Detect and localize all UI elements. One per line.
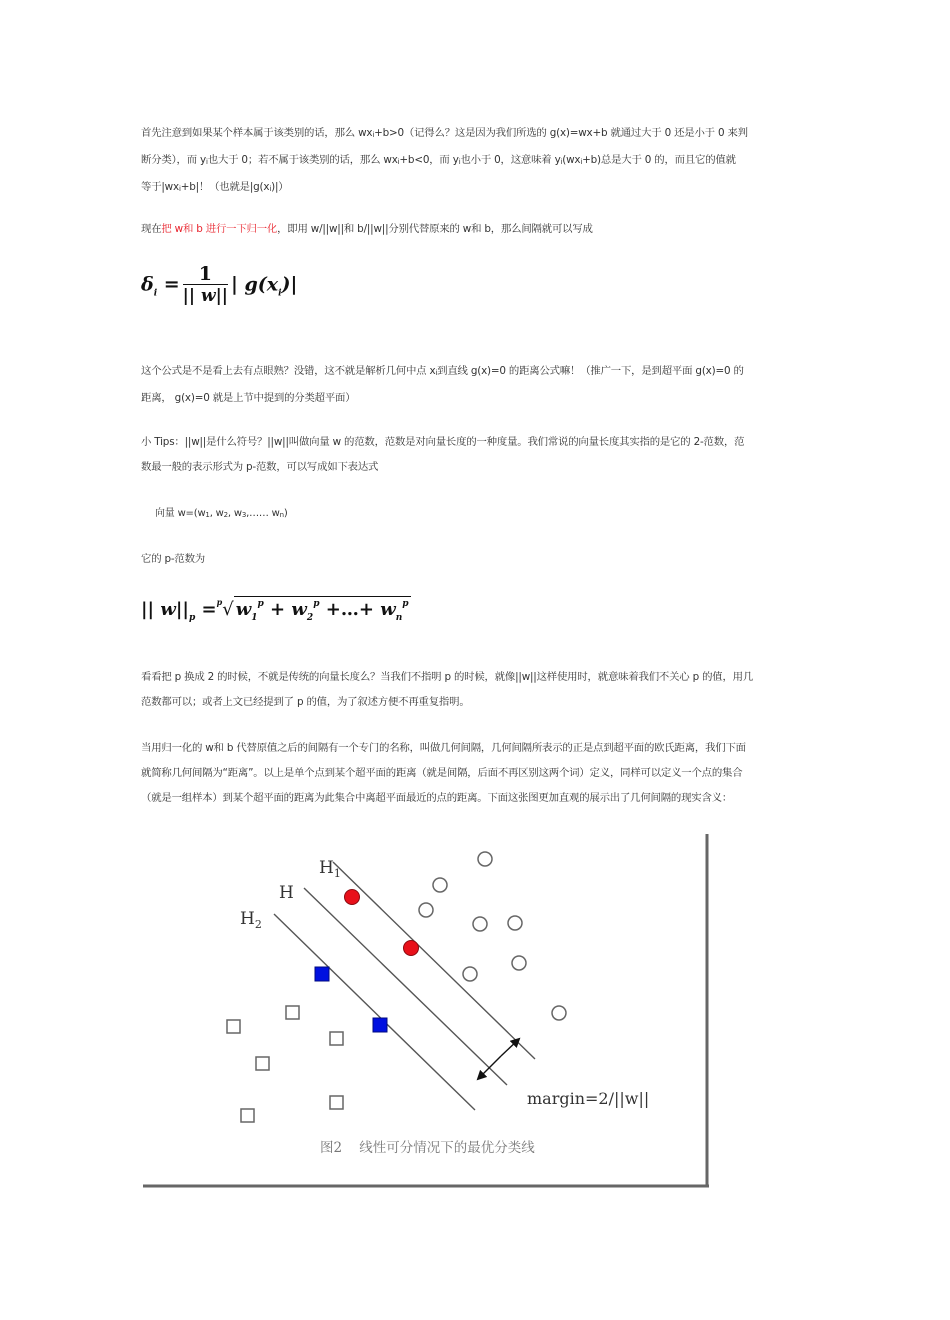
paragraph-line: 就简称几何间隔为“距离”。以上是单个点到某个超平面的距离（就是间隔，后面不再区别这两个词）定义，同样可以定义一个点的集合: [141, 767, 743, 779]
formula-subscript: i: [278, 288, 282, 299]
paragraph-line: 这个公式是不是看上去有点眼熟？没错，这不就是解析几何中点 $x_i$到直线 g(x)=0 的距离公式嘛！（推广一下，是到超平面 g(x)=0 的: [141, 365, 744, 377]
support-vector-negative: [315, 967, 329, 981]
formula-lhs: δ: [141, 273, 154, 296]
margin-arrow-up: [501, 1039, 519, 1056]
positive-point: [419, 903, 433, 917]
label-h2: $H_2$: [240, 909, 262, 931]
positive-point: [478, 852, 492, 866]
positive-point: [473, 917, 487, 931]
paragraph-normalize: [141, 217, 796, 242]
formula-rhs-end: )|: [281, 273, 298, 296]
positive-point: [463, 967, 477, 981]
term-subscript: 1: [251, 613, 258, 623]
formula-lhs: || w||: [141, 599, 189, 620]
svm-figure-svg: [143, 830, 713, 1192]
negative-point: [241, 1109, 254, 1122]
radicand: [234, 596, 411, 623]
paragraph-geometric-margin: [141, 736, 796, 811]
paragraph-line: 等于$|wx_i+b|$！（也就是$|g(x_i)|$）: [141, 181, 289, 193]
highlighted-text: 把 w和 b 进行一下归一化: [161, 223, 278, 235]
negative-point: [286, 1006, 299, 1019]
vector-definition: 向量 $w=(w_1$, $w_2$, $w_3,\dots\dots$ $w_n$): [155, 508, 288, 519]
paragraph-pnorm-intro: 它的 p-范数为: [141, 553, 206, 565]
formula-subscript: i: [153, 288, 158, 299]
paragraph-p-equals-2: [141, 665, 796, 715]
label-h: H: [279, 883, 294, 903]
ellipsis: …: [340, 599, 359, 620]
paragraph-line: 看看把 p 换成 2 的时候，不就是传统的向量长度么？当我们不指明 p 的时候，就像||w||这样使用时，就意味着我们不关心 p 的值，用几: [141, 671, 754, 683]
negative-point: [256, 1057, 269, 1070]
paragraph-line: 断分类），而 $y_i$也大于 0；若不属于该类别的话，那么 $wx_i+b<0$，而 $y_i$也小于 0，这意味着 $y_i(wx_i+b)$总是大于 0 的，而且它的值就: [141, 154, 736, 166]
paragraph-tips-norm: [141, 430, 796, 480]
formula-equals: =: [163, 273, 180, 296]
positive-point: [433, 878, 447, 892]
negative-point: [227, 1020, 240, 1033]
formula-equals: =: [201, 599, 217, 620]
hyperplane-h2-line: [274, 914, 475, 1110]
term-exponent: p: [402, 599, 409, 609]
paragraph-line: 距离， g(x)=0 就是上节中提到的分类超平面）: [141, 392, 356, 404]
geometric-margin-formula: [141, 264, 297, 307]
paragraph-line: 小 Tips：||w||是什么符号？||w||叫做向量 w 的范数，范数是对向量长度的一种度量。我们常说的向量长度其实指的是它的 2-范数，范: [141, 436, 745, 448]
formula-subscript: p: [188, 613, 196, 623]
plus: +: [325, 599, 341, 620]
term: w: [291, 599, 307, 620]
paragraph-sample-sign: [141, 121, 796, 202]
support-vector-positive: [404, 941, 419, 956]
negative-point: [330, 1032, 343, 1045]
text: 现在: [141, 223, 162, 235]
paragraph-line: 范数都可以；或者上文已经提到了 p 的值，为了叙述方便不再重复指明。: [141, 696, 470, 708]
formula-fraction: [183, 264, 228, 307]
denominator: || w||: [182, 286, 228, 306]
positive-point: [552, 1006, 566, 1020]
support-vector-negative: [373, 1018, 387, 1032]
hyperplane-h1-line: [333, 862, 535, 1059]
term-exponent: p: [313, 599, 320, 609]
svm-margin-figure: [143, 830, 709, 1188]
figure-caption: 图2 线性可分情况下的最优分类线: [320, 1140, 535, 1156]
term-subscript: n: [395, 613, 403, 623]
numerator: 1: [183, 264, 228, 285]
plus: +: [270, 599, 286, 620]
support-vector-positive: [345, 890, 360, 905]
paragraph-line: （就是一组样本）到某个超平面的距离为此集合中离超平面最近的点的距离。下面这张图更加直观的展示出了几何间隔的现实含义：: [141, 792, 733, 804]
term-exponent: p: [257, 599, 264, 609]
term-subscript: 2: [306, 613, 314, 623]
negative-point: [330, 1096, 343, 1109]
margin-label: margin=2/||w||: [527, 1089, 650, 1108]
paragraph-line: 数最一般的表示形式为 p-范数，可以写成如下表达式: [141, 461, 379, 473]
positive-point: [508, 916, 522, 930]
label-h1: $H_1$: [319, 858, 341, 880]
text: ，即用 w/||w||和 b/||w||分别代替原来的 w和 b，那么间隔就可以写成: [277, 223, 593, 235]
formula-rhs: | g(x: [230, 273, 279, 296]
radical-sign: √: [222, 599, 234, 620]
paragraph-line: 当用归一化的 w和 b 代替原值之后的间隔有一个专门的名称，叫做几何间隔，几何间隔所表示的正是点到超平面的欧氏距离，我们下面: [141, 742, 746, 754]
negative-class-points: [227, 1006, 343, 1122]
paragraph-line: 首先注意到如果某个样本属于该类别的话，那么 $wx_i+b>0$（记得么？这是因为我们所选的 g(x)=wx+b 就通过大于 0 还是小于 0 来判: [141, 127, 748, 139]
term: w: [235, 599, 252, 620]
p-norm-formula: [141, 596, 411, 623]
root-index: p: [216, 597, 223, 607]
paragraph-distance-formula: [141, 359, 796, 411]
positive-point: [512, 956, 526, 970]
positive-class-points: [419, 852, 566, 1020]
term: w: [380, 599, 396, 620]
plus: +: [358, 599, 374, 620]
